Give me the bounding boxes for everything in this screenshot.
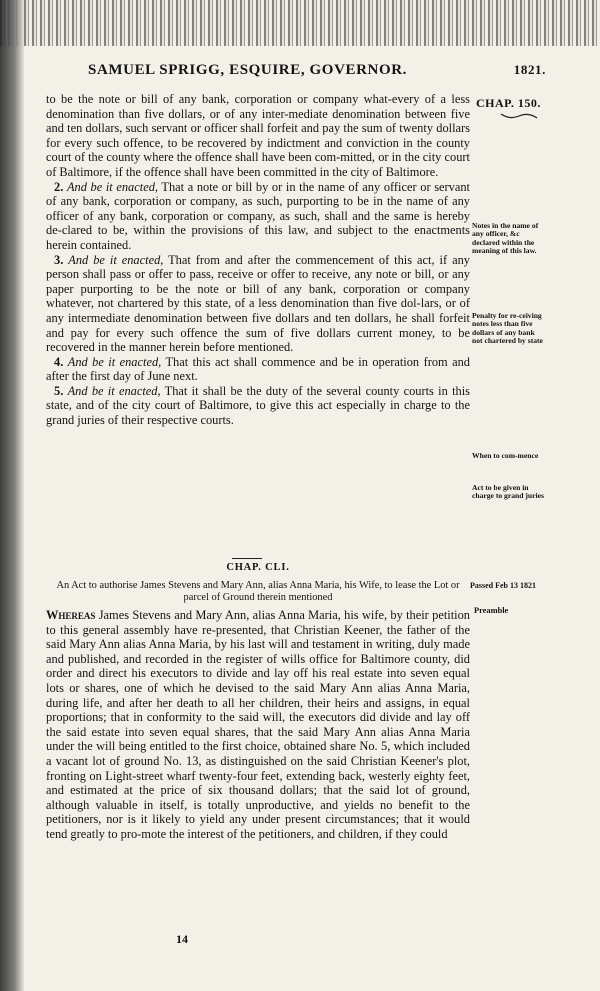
header-year: 1821.: [513, 62, 546, 77]
scan-edge-left: [0, 0, 24, 991]
section-rule: [232, 558, 262, 559]
margin-note-grand-juries: Act to be given in charge to grand juries: [472, 483, 544, 501]
section-5: [46, 384, 470, 428]
enacting-clause: And be it enacted,: [67, 383, 161, 398]
header-title: SAMUEL SPRIGG, ESQUIRE, GOVERNOR.: [88, 62, 408, 78]
preamble-margin-label: Preamble: [474, 606, 509, 615]
running-header: [40, 58, 546, 84]
enacting-clause: And be it enacted,: [67, 354, 162, 369]
section-number: 5.: [54, 383, 64, 398]
section-3: [46, 253, 470, 355]
section-text: That from and after the commencement of this act, if any person shall pass or offer to pass, receive or offer to receive, any note or bill, or any paper purporting to be the note or bill of any bank, corporation or company whatever, not chartered by this state, of a less denomination than five dol-lars, or of any intermediate denomination between five dollars and ten dollars, he shall forfeit and pay for every such offence the sum of five dollars current money, to be recovered in the manner herein before mentioned.: [46, 252, 470, 355]
preamble-text: [46, 608, 470, 842]
chapter-heading: CHAP. CLI.: [226, 562, 290, 573]
chapter-margin-label: CHAP. 150.: [476, 96, 541, 110]
whereas-word: Whereas: [46, 608, 96, 622]
section-number: 3.: [54, 252, 64, 267]
paragraph-continued: to be the note or bill of any bank, corporation or company what-every of a less denomination than five dollars, or of any inter-mediate denomination between five and ten dollars, such servant or officer shall forfeit and pay the sum of twenty dollars for every such offence, to be recovered by indictment and conviction in the county court of the county where the offence shall have been com-mitted, or in the city court of Baltimore, if the offence shall have been committed in the city of Baltimore.: [46, 92, 470, 179]
section-text: That a note or bill by or in the name of any officer or servant of any bank, corporation or company, as such, purporting to be in the name of any officer of any bank, corporation or company, as such, shall and the same is hereby de-clared to be, within the provisions of this law, and subject to the enactments herein contained.: [46, 179, 470, 252]
preamble-body: James Stevens and Mary Ann, alias Anna Maria, his wife, by their petition to this general assembly have re-presented, that Christian Keener, the father of the said Mary Ann alias Anna Maria, by his last will and testament in writing, duly made and published, and recorded in the register of wills office for Baltimore county, did order and direct his executors to divide and lay off his real estate into seven equal lots or shares, one of which he devised to the said Mary Ann alias Anna Maria, during life, and after her death to all her children, their heirs and assigns, in equal proportions; that in conformity to the said will, the executors did divide and lay off the said estate into seven equal shares, that the said Mary Ann alias Anna Maria under the will being entitled to the first choice, obtained share No. 5, which included a vacant lot of ground No. 13, as distinguished on the said Christian Keener's plot, fronting on Light-street wharf twenty-four feet, extending back, westerly eighty feet, and estimated at the price of six thousand dollars; that the said lot of ground, although valuable in itself, is totally unproductive, and yields no benefit to the petitioners, nor is it likely to yield any under present circumstances; that it would tend greatly to pro-mote the interest of the petitioners, and children, if they could: [46, 608, 470, 841]
page-number: 14: [176, 932, 188, 946]
section-number: 4.: [54, 354, 64, 369]
chapter-flourish: [500, 112, 538, 120]
section-text: That it shall be the duty of the several county courts in this state, and of the city court of Baltimore, to give this act especially in charge to the grand juries of their respective courts.: [46, 383, 470, 428]
margin-note-notes-in-name: Notes in the name of any officer, &c declared within the meaning of this law.: [472, 221, 539, 256]
section-2: [46, 180, 470, 253]
scan-edge-top: [0, 0, 600, 46]
main-text-column: [46, 92, 470, 428]
enacting-clause: And be it enacted,: [68, 252, 164, 267]
margin-note-penalty: Penalty for re-ceiving notes less than five dollars of any bank not chartered by state: [472, 311, 543, 346]
section-text: That this act shall commence and be in operation from and after the first day of June next.: [46, 354, 470, 384]
section-number: 2.: [54, 179, 64, 194]
act-title: An Act to authorise James Stevens and Mary Ann, alias Anna Maria, his Wife, to lease the Lot or parcel of Ground therein mentioned: [56, 580, 460, 604]
passed-date-note: Passed Feb 13 1821: [470, 581, 536, 590]
section-4: [46, 355, 470, 384]
enacting-clause: And be it enacted,: [66, 179, 158, 194]
margin-note-commencement: When to com-mence: [472, 451, 539, 460]
